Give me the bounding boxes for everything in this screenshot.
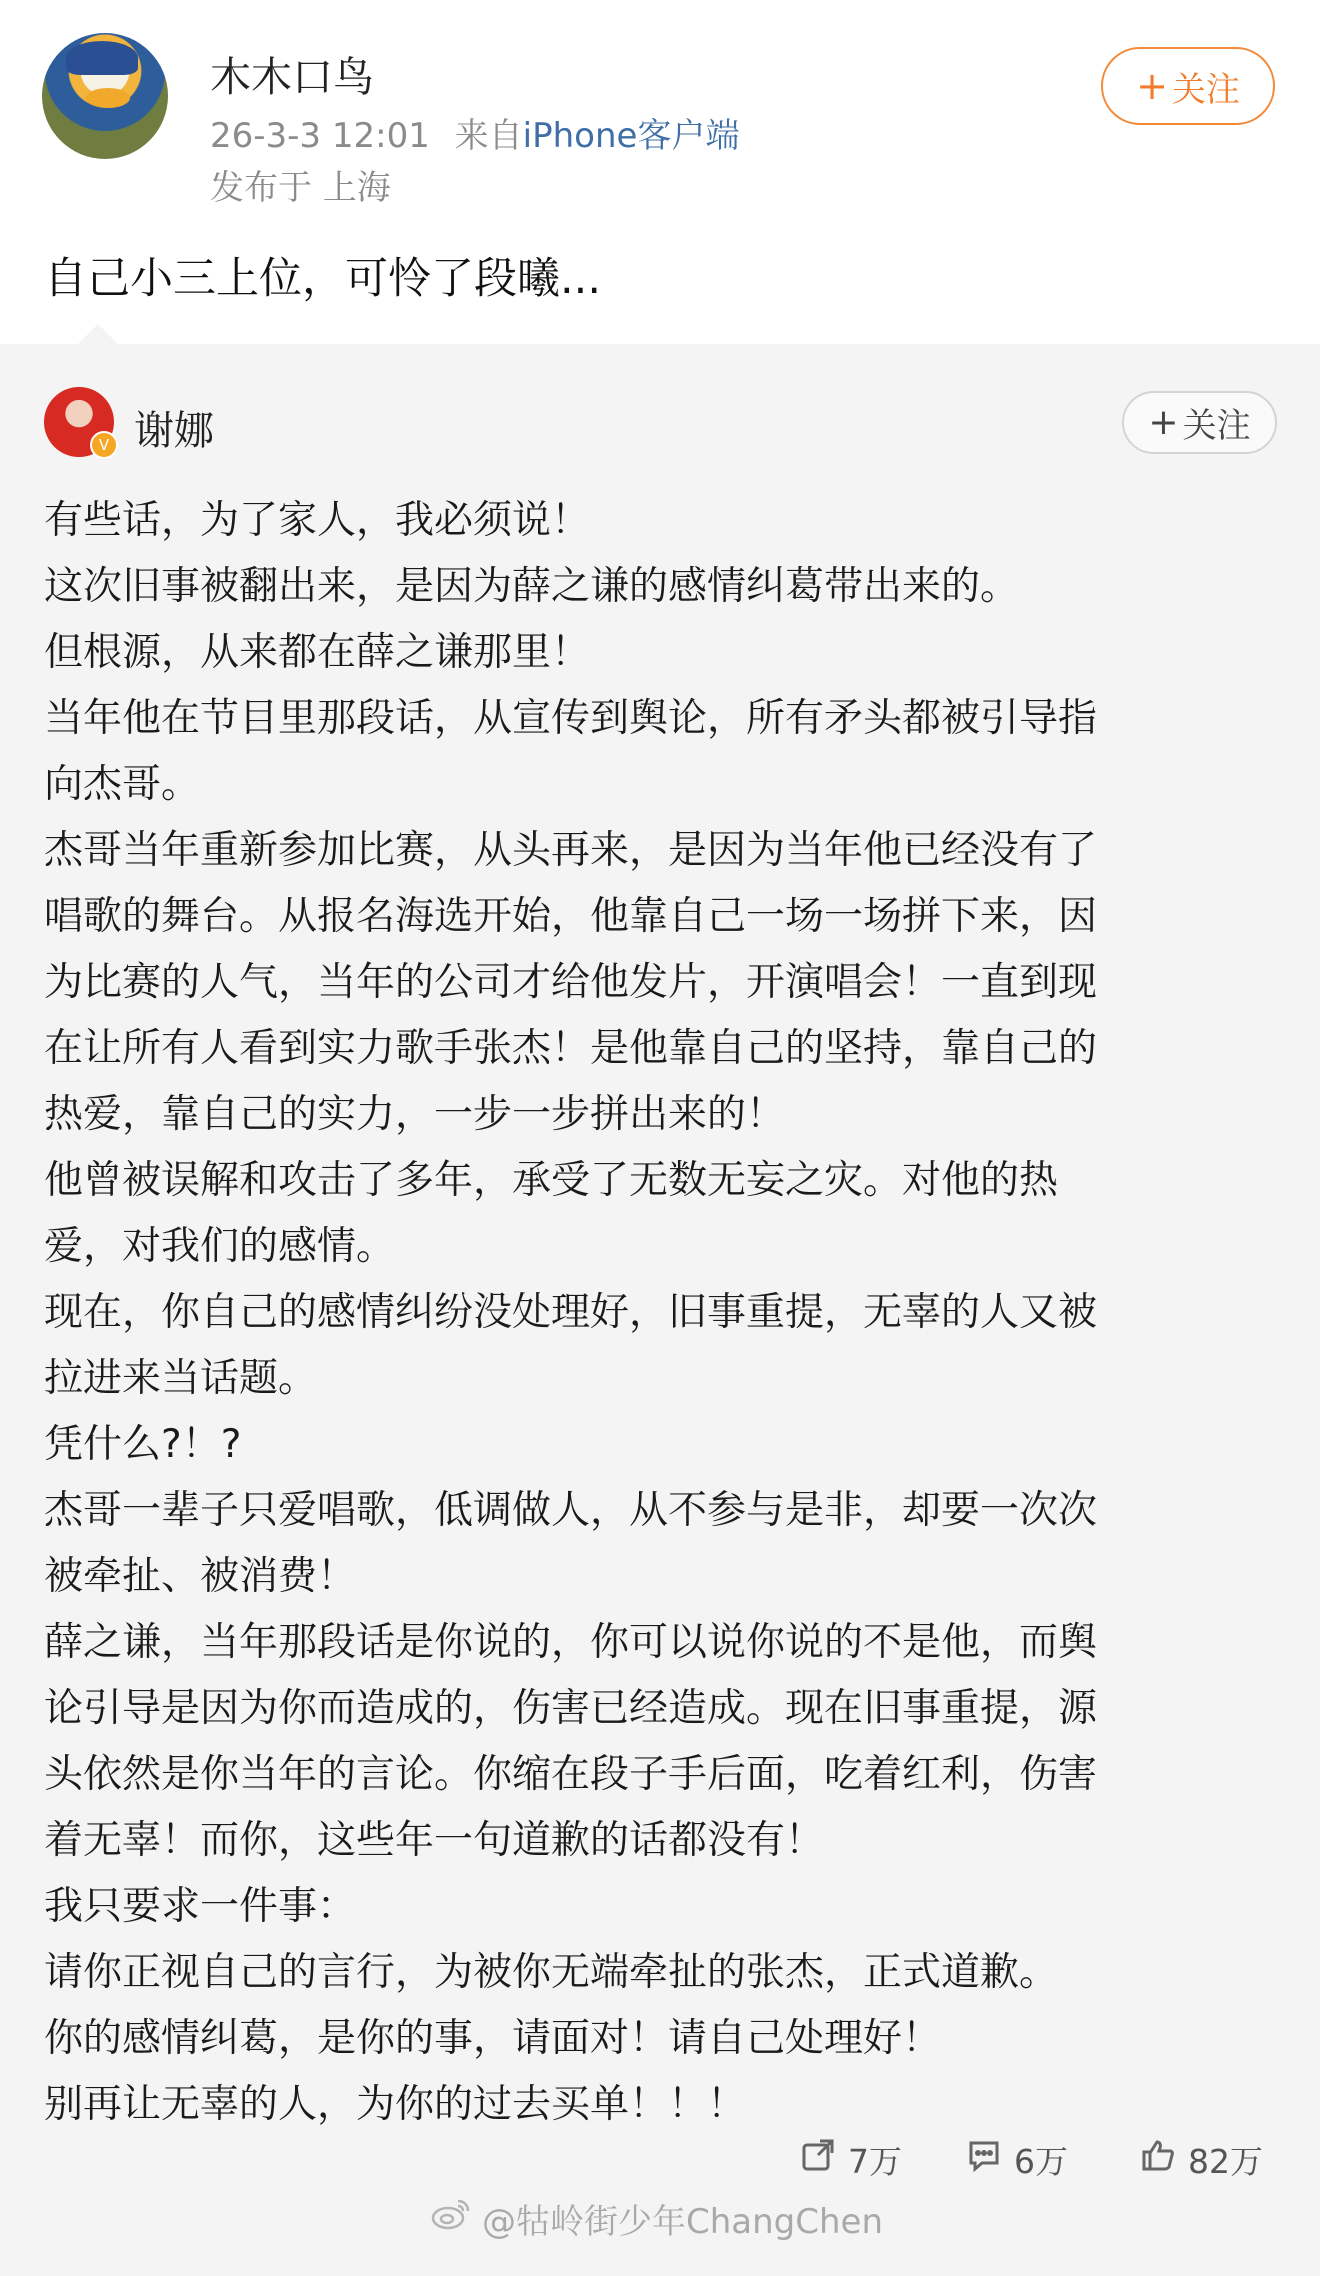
comment-icon [966,2137,1002,2181]
body-line: 拉进来当话题。 [44,1356,318,1401]
body-line: 我只要求一件事： [44,1884,357,1929]
body-line: 头依然是你当年的言论。你缩在段子手后面，吃着红利，伤害 [44,1752,1098,1797]
body-line: 爱，对我们的感情。 [44,1224,396,1269]
body-line: 这次旧事被翻出来，是因为薛之谦的感情纠葛带出来的。 [44,564,1020,609]
body-line: 请你正视自己的言行，为被你无端牵扯的张杰，正式道歉。 [44,1950,1059,1995]
body-line: 现在，你自己的感情纠纷没处理好，旧事重提，无辜的人又被 [44,1290,1098,1335]
follow-button-label: 关注 [1171,69,1240,110]
reposted-content[interactable] [0,344,1320,2276]
body-line: 为比赛的人气，当年的公司才给他发片，开演唱会！一直到现 [44,960,1098,1005]
body-line: 别再让无辜的人，为你的过去买单！！！ [44,2082,747,2127]
body-line: 论引导是因为你而造成的，伤害已经造成。现在旧事重提，源 [44,1686,1098,1731]
body-line: 被牵扯、被消费！ [44,1554,357,1599]
plus-icon: + [1148,402,1179,443]
repost-count-button[interactable] [800,2124,902,2194]
weibo-logo-icon [430,2197,472,2240]
repost-icon [800,2137,836,2181]
repost-author-name[interactable]: 谢娜 [134,408,214,454]
body-line: 当年他在节目里那段话，从宣传到舆论，所有矛头都被引导指 [44,696,1098,741]
body-line: 唱歌的舞台。从报名海选开始，他靠自己一场一场拼下来，因 [44,894,1098,939]
post-time: 26-3-3 12:01 [210,116,430,156]
watermark-text: @牯岭街少年ChangChen [482,2202,884,2242]
repost-count: 7万 [848,2141,902,2181]
like-icon [1140,2137,1176,2181]
body-line: 杰哥当年重新参加比赛，从头再来，是因为当年他已经没有了 [44,828,1098,873]
body-line: 热爱，靠自己的实力，一步一步拼出来的！ [44,1092,786,1137]
body-line: 杰哥一辈子只爱唱歌，低调做人，从不参与是非，却要一次次 [44,1488,1098,1533]
body-line: 凭什么?！? [44,1422,242,1467]
avatar[interactable] [42,33,168,159]
repost-author-avatar[interactable] [44,387,114,457]
like-count: 82万 [1188,2141,1263,2181]
body-line: 但根源，从来都在薛之谦那里！ [44,630,591,675]
username[interactable]: 木木口鸟 [210,53,374,101]
watermark [430,2194,883,2243]
repost-follow-button[interactable] [1122,391,1277,454]
post-meta [210,108,739,157]
follow-button[interactable] [1101,47,1275,125]
comment-count: 6万 [1014,2141,1068,2181]
body-line: 向杰哥。 [44,762,201,807]
repost-pointer [76,324,120,346]
post-location: 发布于 上海 [210,168,391,208]
body-line: 着无辜！而你，这些年一句道歉的话都没有！ [44,1818,825,1863]
body-line: 有些话，为了家人，我必须说！ [44,498,591,543]
repost-follow-label: 关注 [1182,406,1251,446]
verified-badge-icon: V [90,431,118,459]
body-line: 薛之谦，当年那段话是你说的，你可以说你说的不是他，而舆 [44,1620,1098,1665]
like-count-button[interactable] [1140,2124,1263,2194]
post-text: 自己小三上位，可怜了段曦... [44,254,602,304]
body-line: 在让所有人看到实力歌手张杰！是他靠自己的坚持，靠自己的 [44,1026,1098,1071]
original-post [0,0,1320,340]
repost-body [44,488,1097,2138]
post-source-client[interactable]: iPhone客户端 [522,116,740,156]
repost-stats-bar [0,2124,1320,2194]
avatar-beak-shape [86,88,130,108]
plus-icon: + [1136,64,1168,108]
post-source-prefix: 来自 [454,116,523,156]
comment-count-button[interactable] [966,2124,1068,2194]
avatar-cap-shape [66,41,138,75]
body-line: 他曾被误解和攻击了多年，承受了无数无妄之灾。对他的热 [44,1158,1059,1203]
body-line: 你的感情纠葛，是你的事，请面对！请自己处理好！ [44,2016,942,2061]
